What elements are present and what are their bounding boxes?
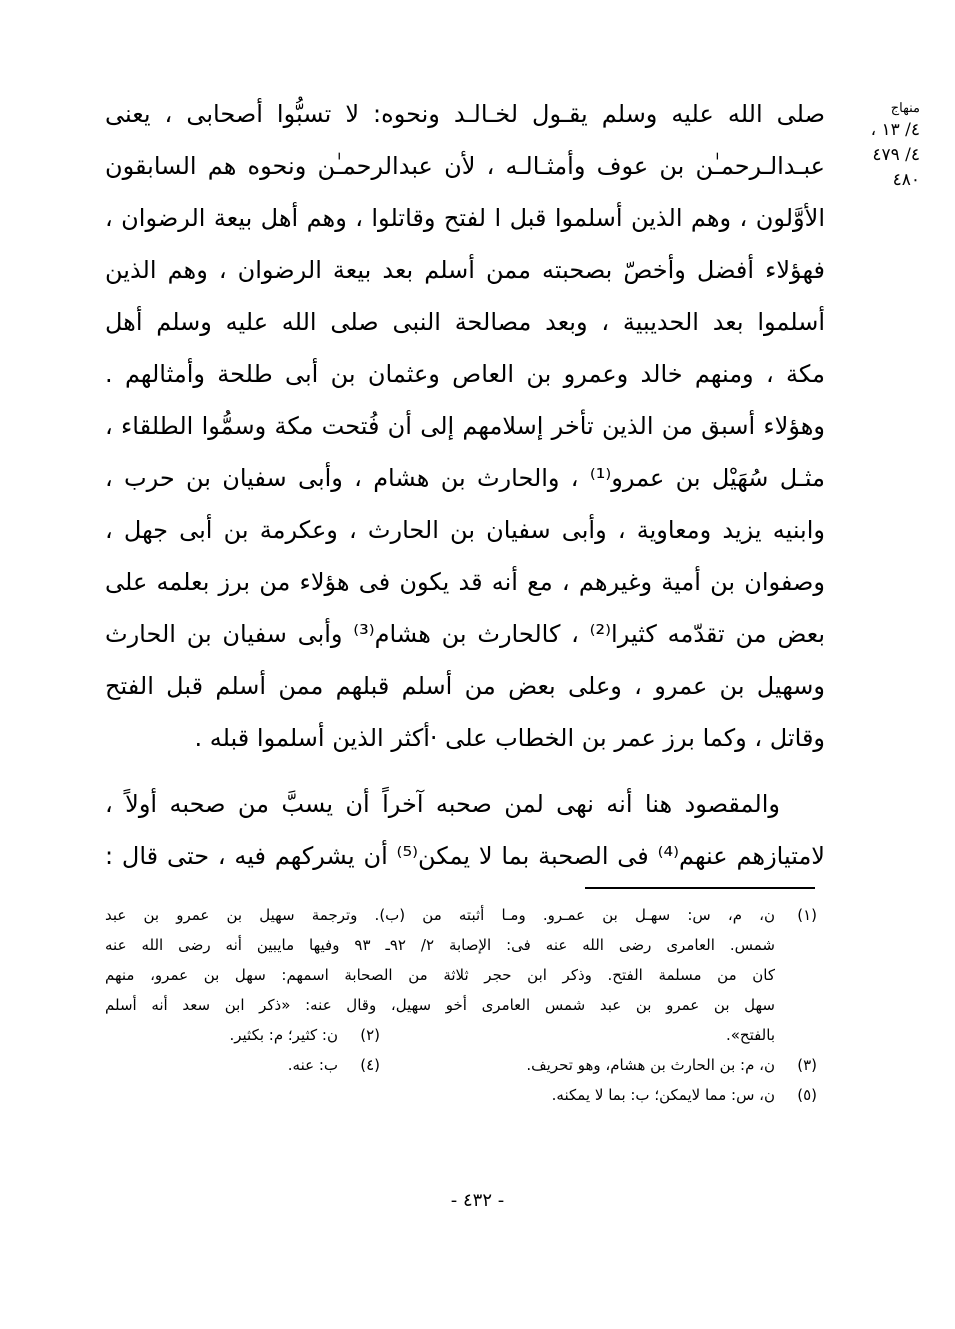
- footnote-text: ن: كثير؛ م: بكثير.: [229, 1026, 338, 1044]
- footnote-5: [105, 1080, 817, 1110]
- footnotes: [105, 900, 817, 1110]
- footnote-text: ن، م: بن الحارث بن هشام، وهو تحريف.: [526, 1056, 775, 1074]
- footnote-text: [105, 900, 775, 1050]
- text-line: وصفوان بن أمية وغيرهم ، مع أنه قد يكون فى هؤلاء من برز بعلمه على: [105, 568, 825, 596]
- footnote-pair: [105, 1020, 775, 1050]
- text-line: والمقصود هنا أنه نهى لمن صحبه آخراً أن يسبَّ من صحبه أولاً ،: [105, 790, 780, 818]
- text-line: مكة ، ومنهم خالد وعمرو بن العاص وعثمان بن أبى طلحة وأمثالهم .: [105, 360, 825, 388]
- footnote-pair: [105, 1050, 817, 1080]
- footnote-1: [105, 900, 817, 1050]
- main-text: [105, 88, 825, 882]
- footnote-number: (٢): [360, 1026, 380, 1044]
- paragraph-1: [105, 88, 825, 764]
- text-line: وابنيه يزيد ومعاوية ، وأبى سفيان بن الحارث ، وعكرمة بن أبى جهل ،: [105, 516, 825, 544]
- footnote-line: ن، م، س: سهـل بن عمـرو. ومـا أثبته من (ب). وترجمة سهيل بن عمرو بن عبد: [105, 906, 775, 924]
- footnote-number: (٥): [797, 1086, 817, 1104]
- footnote-2: [229, 1020, 380, 1050]
- footnote-4: [288, 1050, 380, 1080]
- margin-ref: ٤٨٠: [892, 170, 920, 190]
- margin-ref: ٤/ ١٣ ،: [870, 120, 920, 140]
- text-line: مثـل سُهَيْل بن عمرو⁽¹⁾ ، والحارث بن هشام ، وأبى سفيان بن حرب ،: [105, 464, 825, 492]
- footnote-line: كان من مسلمة الفتح. وذكر ابن حجر ثلاثة من الصحابة اسمهم: سهل بن عمرو، منهم: [105, 966, 775, 984]
- text-line: صلى الله عليه وسلم يقـول لخـالـد ونحوه: لا تسبُّوا أصحابى ، يعنى: [105, 100, 825, 128]
- text-line: وهؤلاء أسبق من الذين تأخر إسلامهم إلى أن فُتحت مكة وسمُّوا الطلقاء ،: [105, 412, 825, 440]
- footnote-separator: [585, 887, 815, 889]
- text-line: وسهيل بن عمرو ، وعلى بعض من أسلم قبلهم ممن أسلم قبل الفتح: [105, 672, 825, 700]
- page-number: - ٤٣٢ -: [450, 1190, 505, 1211]
- paragraph-2: [105, 778, 825, 882]
- footnote-text: ب: عنه.: [287, 1056, 338, 1074]
- footnote-line: شمس. العامرى رضى الله عنه فى: الإصابة ٢/ ٩٢ـ ٩٣ وفيها مايبين أنه رضى الله عنه: [105, 936, 775, 954]
- margin-cross-references: [830, 100, 920, 193]
- footnote-text: ن، س: مما لايمكن؛ ب: بما لا يمكنه.: [551, 1086, 775, 1104]
- margin-ref: ٤/ ٤٧٩: [872, 145, 920, 165]
- footnote-number: (١): [797, 906, 817, 924]
- footnote-number: (٣): [797, 1056, 817, 1074]
- text-line: فهؤلاء أفضل وأخصّ بصحبته ممن أسلم بعد بيعة الرضوان ، وهم الذين: [105, 256, 825, 284]
- footnote-number: (٤): [360, 1056, 380, 1074]
- text-line: وقاتل ، وكما برز عمر بن الخطاب على ·أكثر الذين أسلموا قبله .: [194, 724, 825, 752]
- text-line: لامتيازهم عنهم⁽⁴⁾ فى الصحبة بما لا يمكن⁽⁵⁾ أن يشركهم فيه ، حتى قال :: [105, 842, 825, 870]
- footnote-3: [380, 1050, 817, 1080]
- text-line: عبـدالـرحمـٰن بن عوف وأمثـالـه ، لأن عبدالرحمـٰن ونحوه هم السابقون: [105, 152, 825, 180]
- text-line: الأوَّلون ، وهم الذين أسلموا قبل ا لفتح وقاتلوا ، وهم أهل بيعة الرضوان ،: [105, 204, 825, 232]
- footnote-line: سهل بن عمرو بن عبد شمس العامرى أخو سهيل، وقال عنه: «ذكر ابن سعد أنه أسلم: [105, 996, 775, 1014]
- text-line: بعض من تقدّمه كثيرا⁽²⁾ ، كالحارث بن هشام⁽³⁾ وأبى سفيان بن الحارث: [105, 620, 825, 648]
- margin-title: منهاج: [890, 101, 920, 116]
- footnote-line: بالفتح».: [725, 1026, 775, 1044]
- text-line: أسلموا بعد الحديبية ، وبعد مصالحة النبى صلى الله عليه وسلم أهل: [105, 308, 825, 336]
